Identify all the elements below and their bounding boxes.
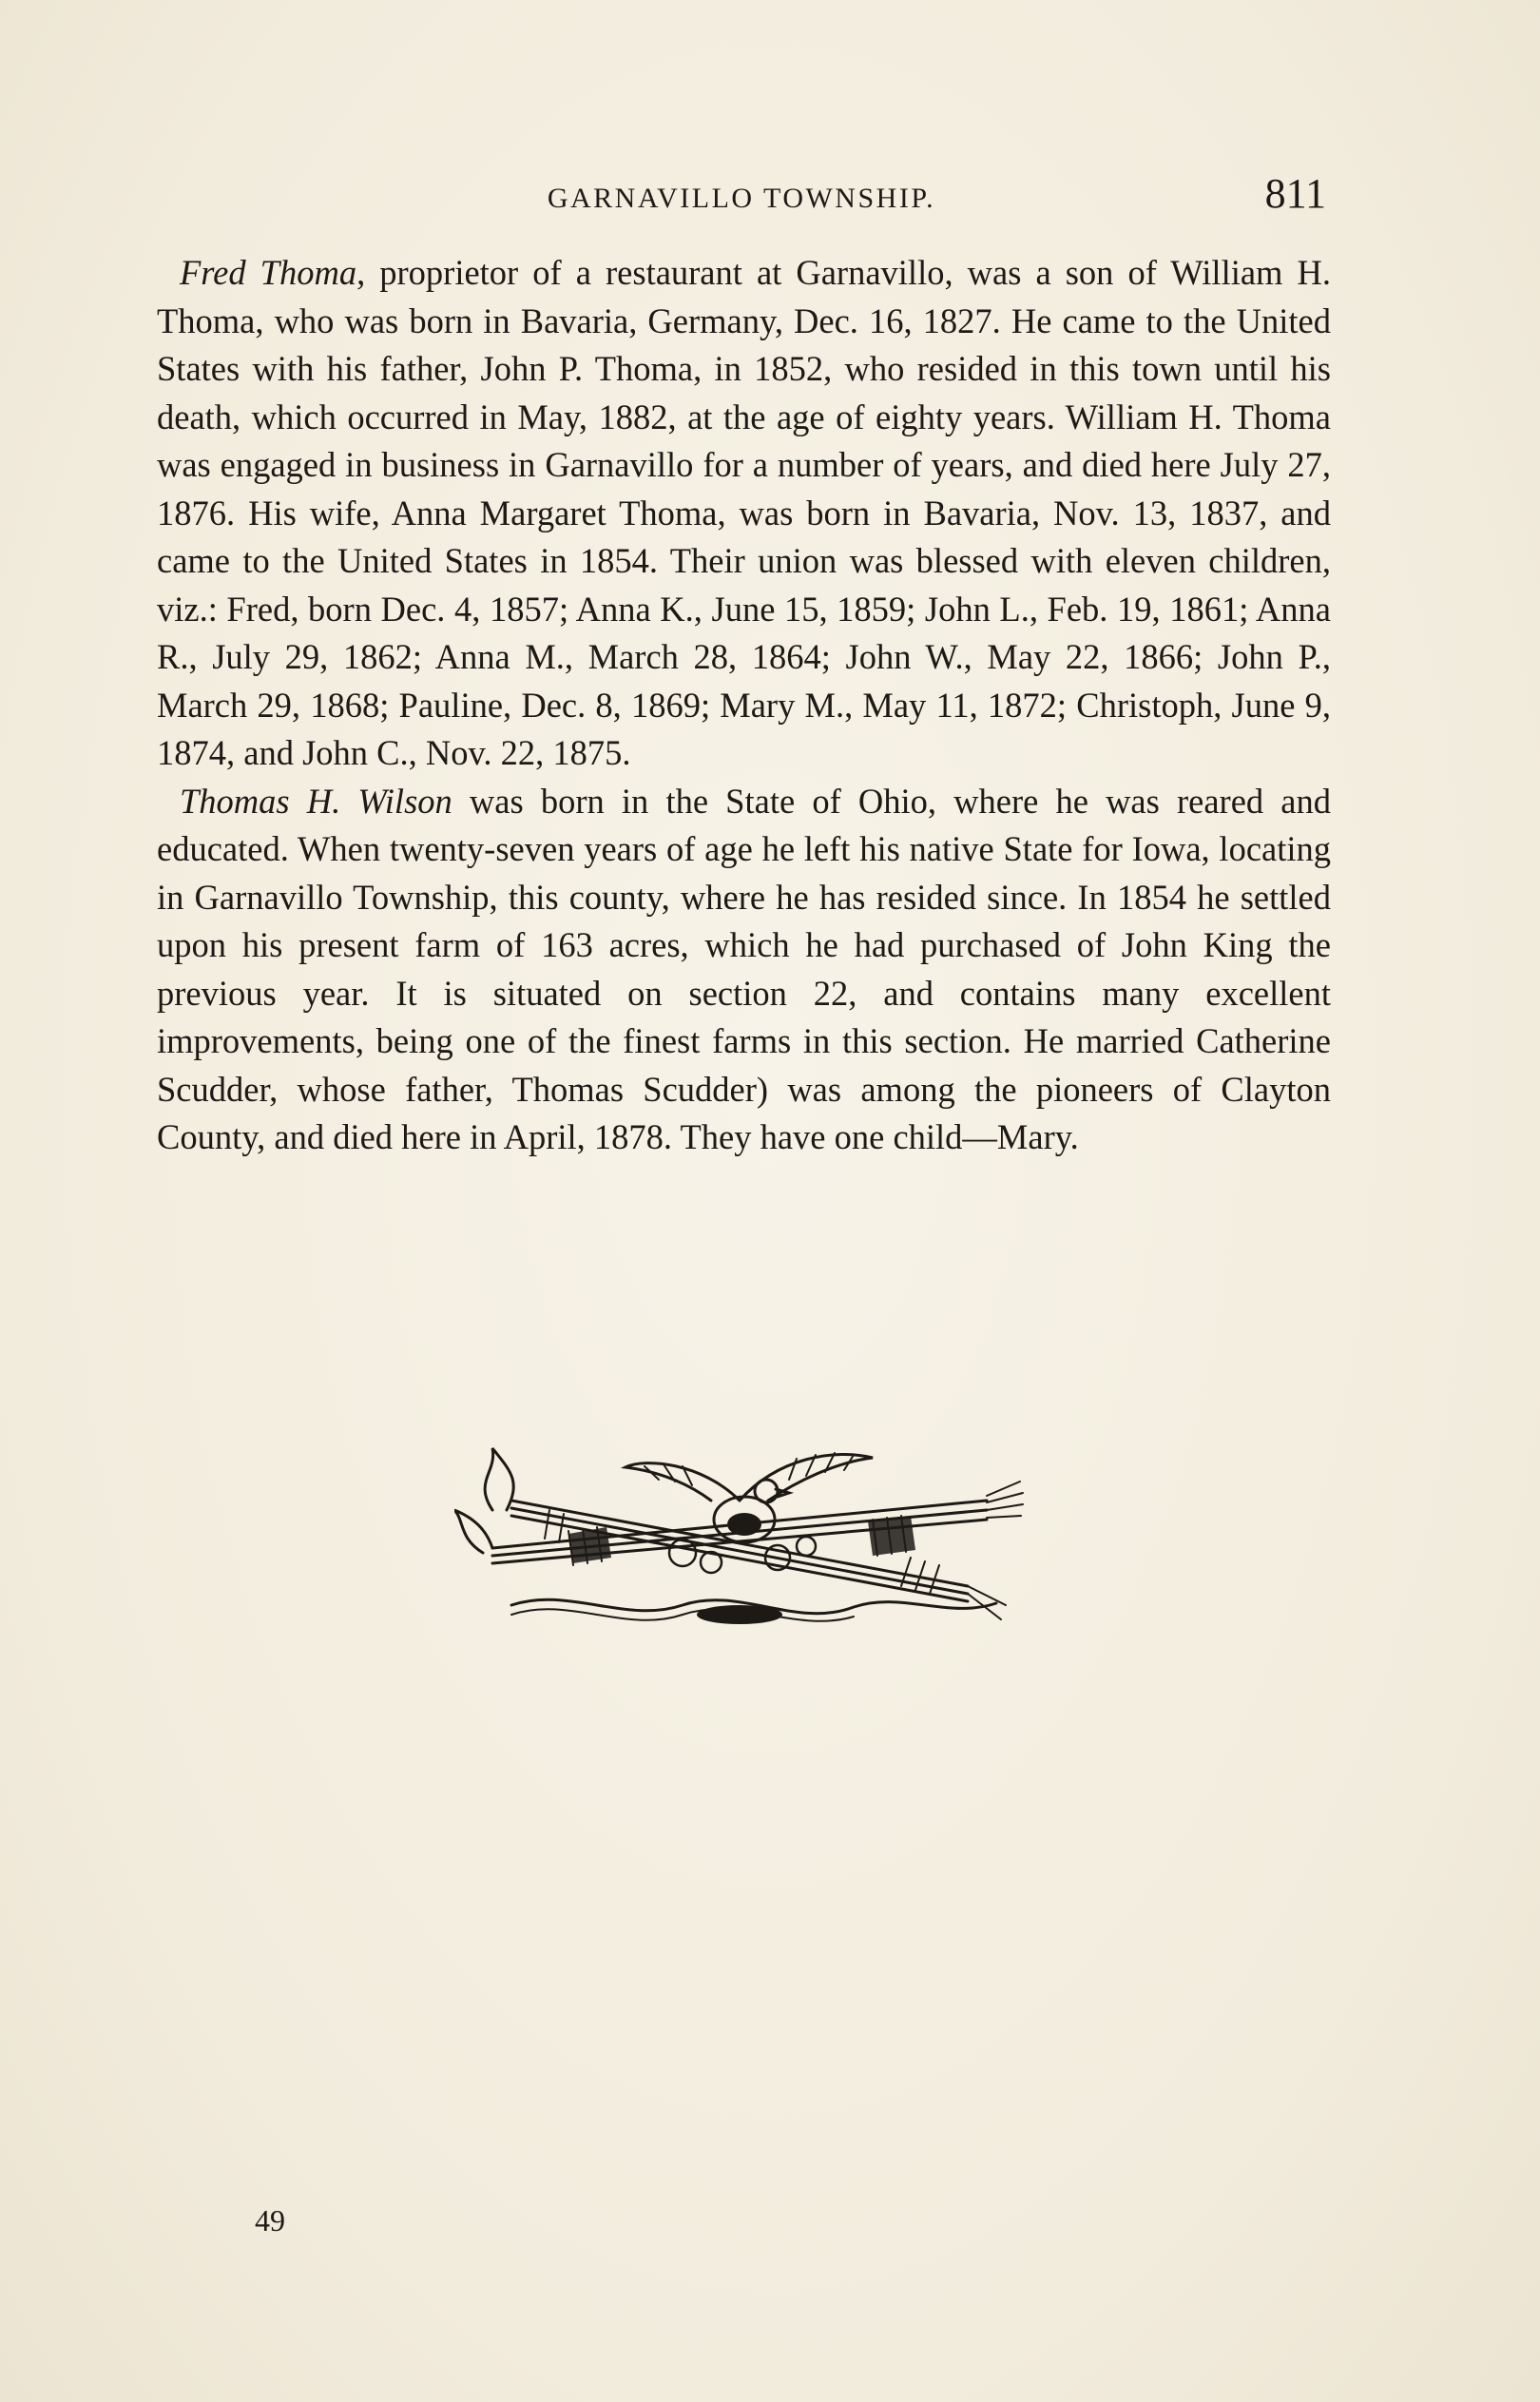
eagle-crossed-torches-ornament-icon: [454, 1443, 1025, 1634]
running-title: GARNAVILLO TOWNSHIP.: [547, 183, 936, 214]
biography-name: Fred Thoma: [180, 253, 357, 292]
body-text: [157, 249, 1331, 1162]
signature-mark: 49: [255, 2203, 285, 2237]
biography-text: was born in the State of Ohio, where he was reared and educated. When twenty-seven years of age he left his native State for Iowa, locating in Garnavillo Township, this county, where he has resided since. In 1854 he settled upon his present farm of 163 acres, which he had purchased of John King the previous year. It is situated on section 22, and contains many excellent improvements, being one of the finest farms in this section. He married Catherine Scudder, whose father, Thomas Scudder) was among the pioneers of Clayton County, and died here in April, 1878. They have one child—Mary.: [157, 781, 1331, 1156]
paragraph-thomas-wilson: [157, 778, 1331, 1162]
biography-name: Thomas H. Wilson: [180, 781, 452, 821]
biography-text: , proprietor of a restaurant at Garnavillo, was a son of William H. Thoma, who was born in Bavaria, Germany, Dec. 16, 1827. He came to the United States with his father, John P. Thoma, in 1852, who resided in this town until his death, which occurred in May, 1882, at the age of eighty years. William H. Thoma was engaged in business in Garnavillo for a number of years, and died here July 27, 1876. His wife, Anna Margaret Thoma, was born in Bavaria, Nov. 13, 1837, and came to the United States in 1854. Their union was blessed with eleven children, viz.: Fred, born Dec. 4, 1857; Anna K., June 15, 1859; John L., Feb. 19, 1861; Anna R., July 29, 1862; Anna M., March 28, 1864; John W., May 22, 1866; John P., March 29, 1868; Pauline, Dec. 8, 1869; Mary M., May 11, 1872; Christoph, June 9, 1874, and John C., Nov. 22, 1875.: [157, 253, 1331, 772]
running-head: [157, 169, 1326, 226]
page-number: 811: [1264, 170, 1326, 217]
paragraph-fred-thoma: [157, 249, 1331, 778]
